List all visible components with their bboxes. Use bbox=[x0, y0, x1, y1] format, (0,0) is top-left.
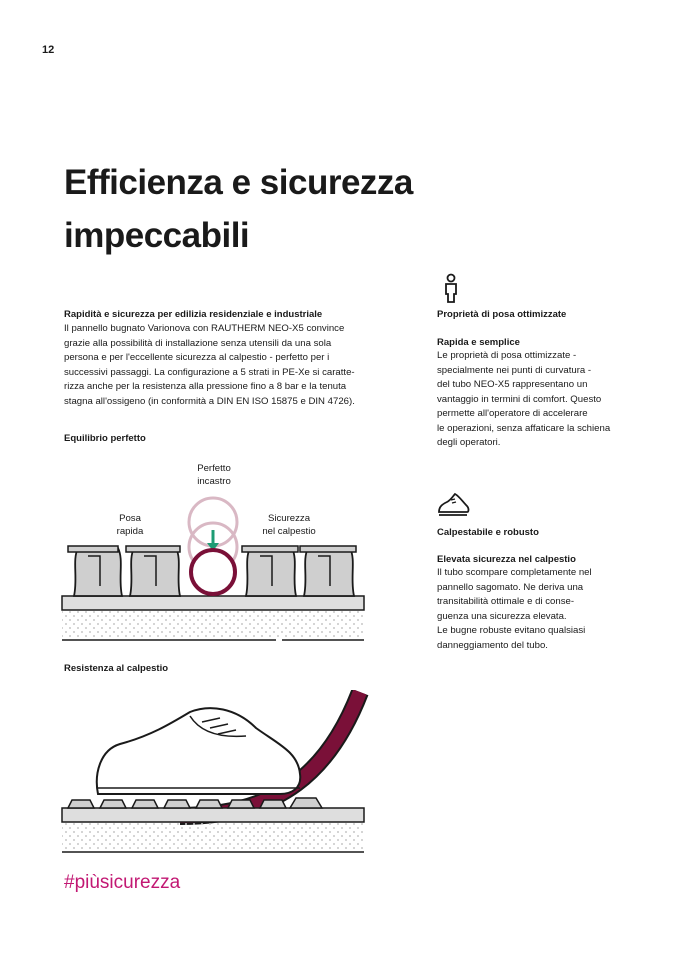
intro-line: rizza anche per la resistenza alla pressione fino a 8 bar e la tenuta bbox=[64, 381, 347, 392]
page-title bbox=[64, 156, 464, 262]
equilibrium-heading: Equilibrio perfetto bbox=[64, 433, 146, 444]
intro-heading: Rapidità e sicurezza per edilizia residenziale e industriale bbox=[64, 309, 323, 320]
intro-line: grazie alla possibilità di installazione senza utensili da una sola bbox=[64, 337, 332, 349]
label-perfect-fit: Perfetto incastro bbox=[197, 463, 231, 487]
intro-line: successivi passaggi. La configurazione a 5 strati in PE-Xe si caratte- bbox=[64, 366, 355, 378]
feature-1-text: Le proprietà di posa ottimizzate - specialmente nei punti di curvatura - del tubo NEO-X5 rappresentano un vantaggio in termini di comfort. Questo permette all'operatore di accelerare le operazioni, senza affaticare la schiena degli operatori. bbox=[437, 350, 611, 448]
shoe-icon bbox=[97, 708, 300, 794]
title-line-1: Efficienza e sicurezza bbox=[64, 163, 413, 202]
feature-2-text: Il tubo scompare completamente nel pannello sagomato. Ne deriva una transitabilità ottimale e di conse- guenza una sicurezza elevata. Le bugne robuste evitano qualsiasi danneggiamento del tubo. bbox=[437, 567, 592, 651]
intro-line: Il pannello bugnato Varionova con RAUTHERM NEO-X5 convince bbox=[64, 323, 345, 334]
insulation-layer bbox=[62, 610, 364, 638]
feature-1-subtitle: Rapida e semplice bbox=[437, 337, 520, 348]
label-walk-safety: Sicurezza nel calpestio bbox=[262, 513, 316, 537]
feature-2-title: Calpestabile e robusto bbox=[437, 527, 539, 538]
intro-line: persona e per l'eccellente sicurezza al calpestio - perfetto per i bbox=[64, 352, 330, 363]
feature-1-title: Proprietà di posa ottimizzate bbox=[437, 309, 567, 320]
panel-cross-section-diagram bbox=[60, 490, 370, 650]
feature-2-subtitle: Elevata sicurezza nel calpestio bbox=[437, 554, 576, 565]
insulation-layer bbox=[62, 823, 364, 849]
page-number: 12 bbox=[42, 44, 55, 56]
walking-resistance-diagram bbox=[60, 690, 370, 858]
intro-text bbox=[64, 322, 355, 409]
label-quick-laying: Posa rapida bbox=[116, 513, 144, 537]
shoe-icon bbox=[437, 490, 471, 524]
pipe-cross-section bbox=[191, 550, 235, 594]
hashtag: #piùsicurezza bbox=[64, 872, 181, 893]
intro-line: stagna all'ossigeno (in conformità a DIN EN ISO 15875 e DIN 4726). bbox=[64, 395, 355, 407]
person-icon bbox=[439, 272, 473, 306]
resistance-heading: Resistenza al calpestio bbox=[64, 663, 169, 674]
title-line-2: impeccabili bbox=[64, 216, 250, 255]
